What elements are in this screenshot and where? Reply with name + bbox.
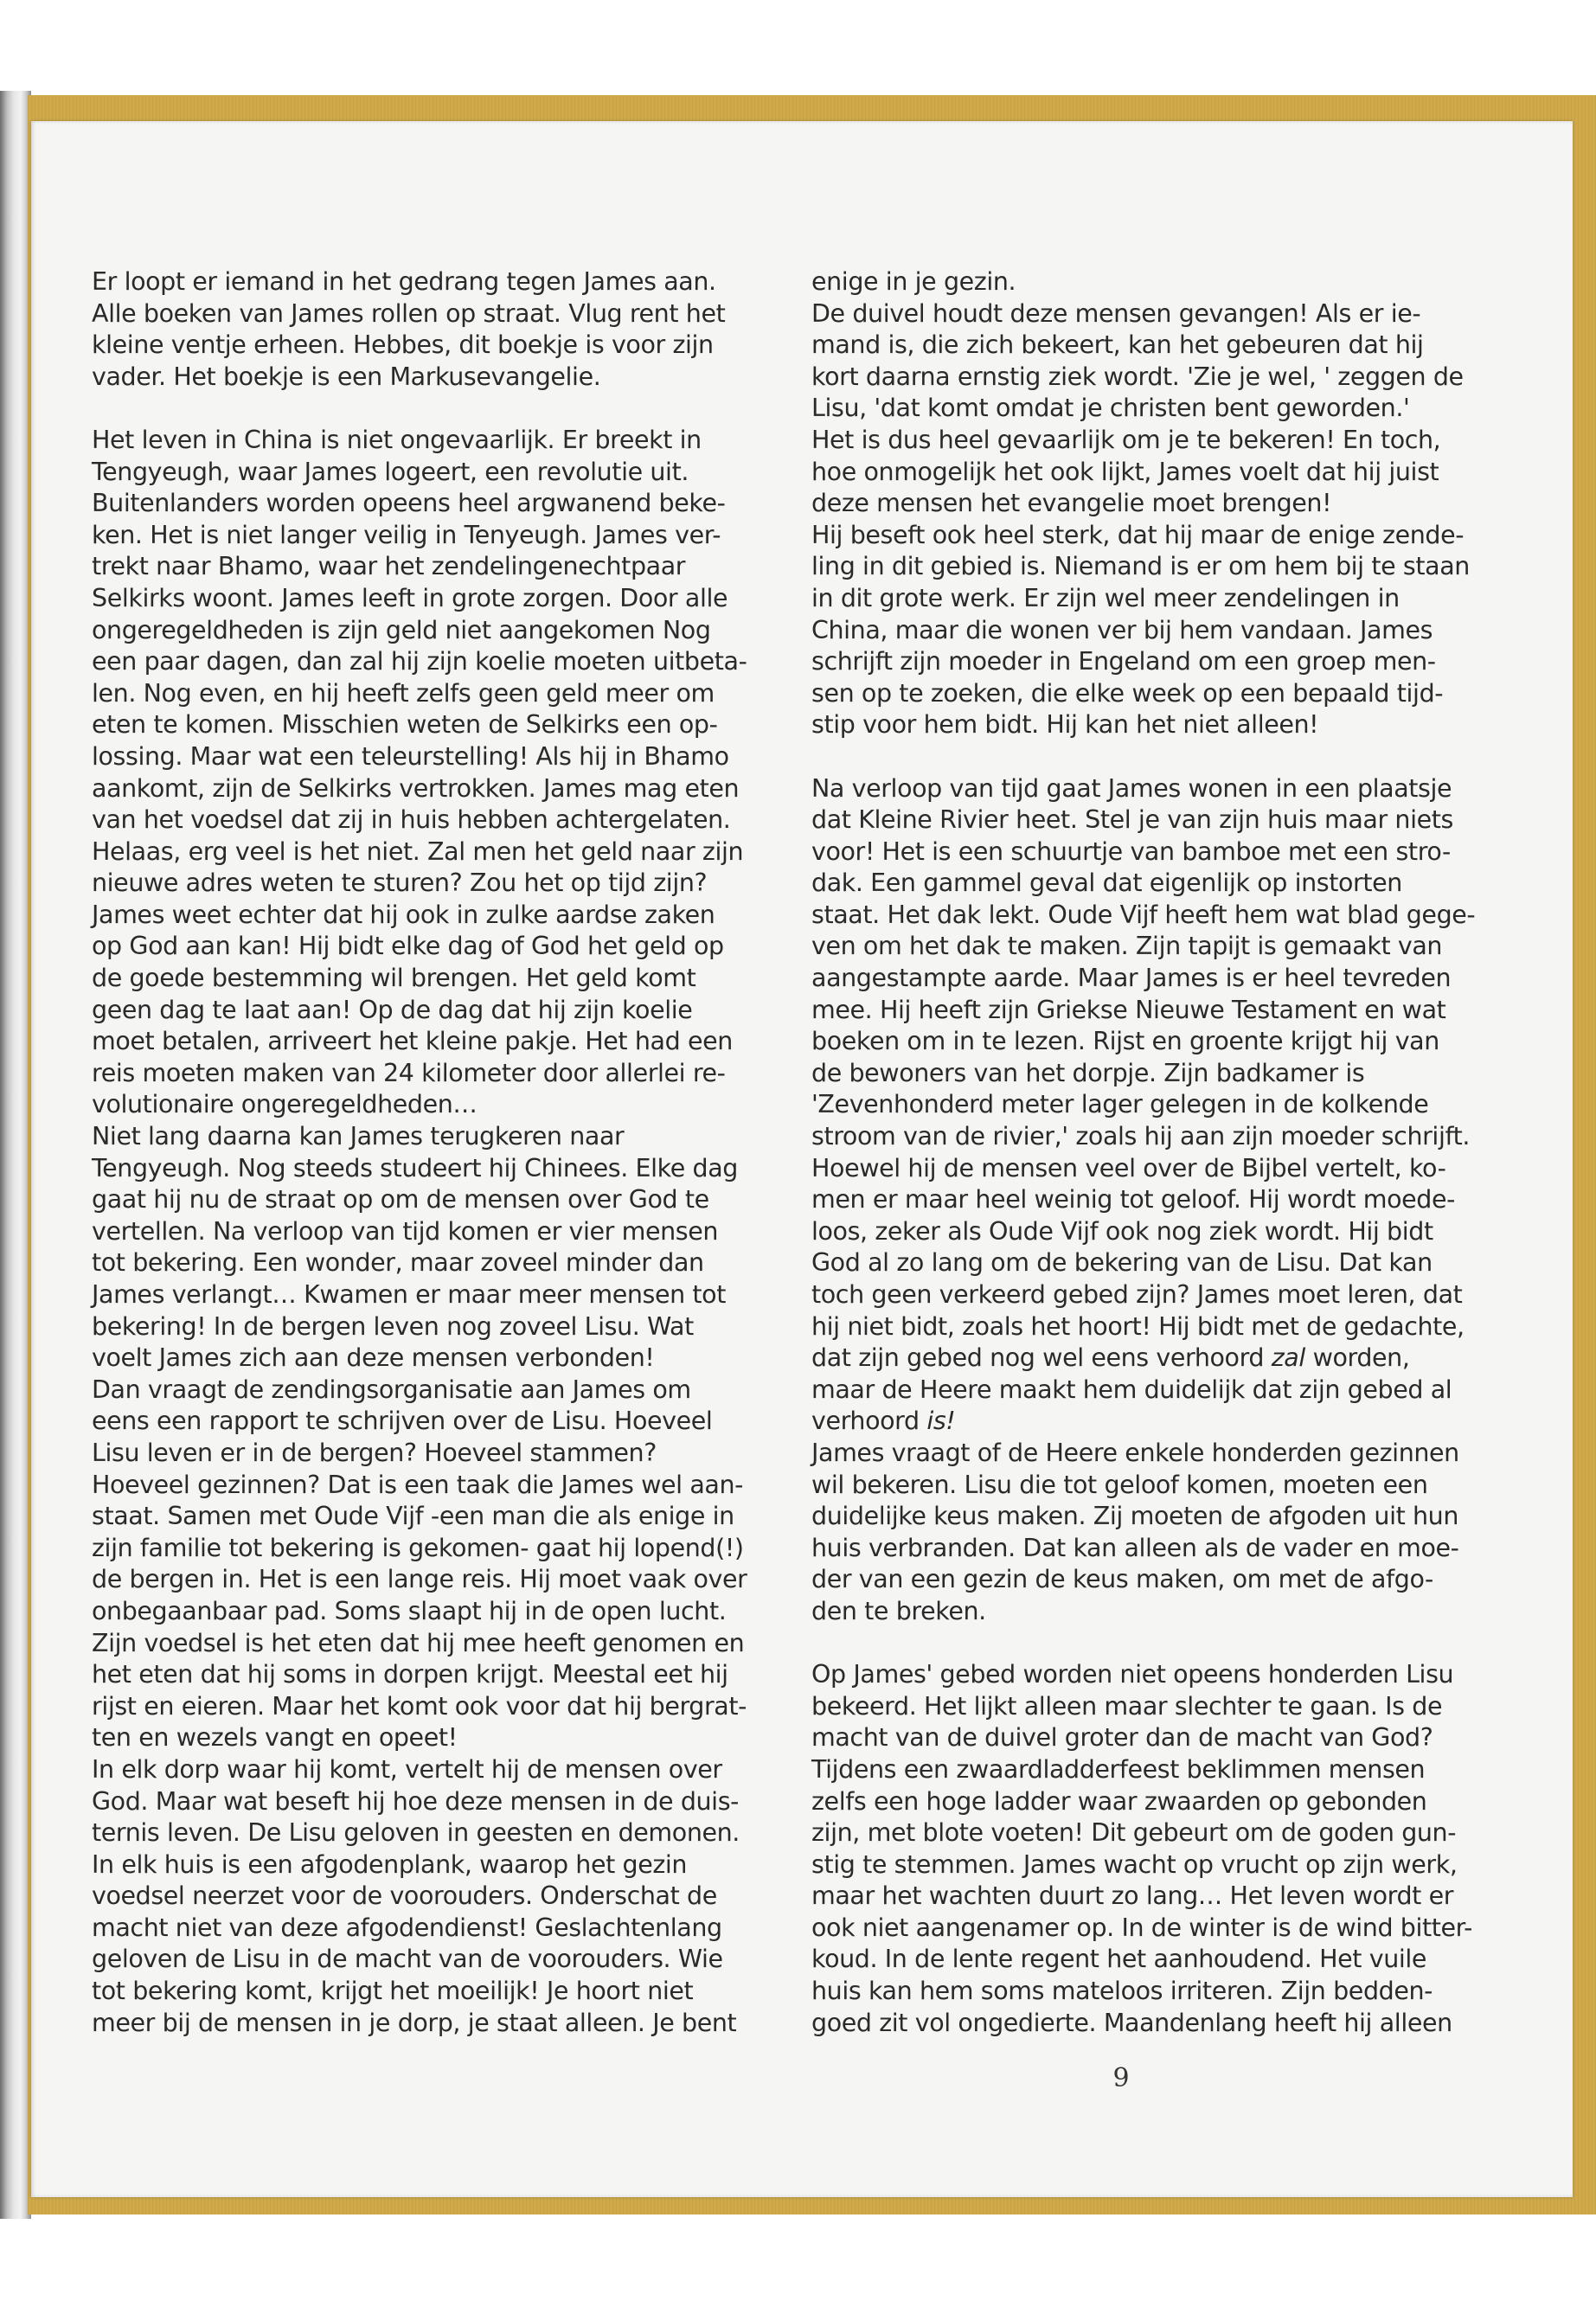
text-line: ken. Het is niet langer veilig in Tenyeugh. James ver- — [92, 520, 721, 549]
text-line: macht niet van deze afgodendienst! Geslachtenlang — [92, 1913, 722, 1942]
text-line: wil bekeren. Lisu die tot geloof komen, moeten een — [811, 1470, 1428, 1499]
text-line: der van een gezin de keus maken, om met de afgo- — [811, 1565, 1433, 1594]
text-line: aangestampte aarde. Maar James is er heel tevreden — [811, 964, 1452, 993]
text-line: aankomt, zijn de Selkirks vertrokken. James mag eten — [92, 773, 740, 803]
adjacent-page-edge — [0, 91, 31, 2219]
text-line: Na verloop van tijd gaat James wonen in een plaatsje — [811, 773, 1452, 803]
text-line: James vraagt of de Heere enkele honderden gezinnen — [811, 1438, 1459, 1467]
text-line: Buitenlanders worden opeens heel argwanend beke- — [92, 489, 726, 518]
text-line: De duivel houdt deze mensen gevangen! Als er ie- — [811, 298, 1421, 328]
text-line: James verlangt… Kwamen er maar meer mensen tot — [92, 1280, 726, 1309]
text-line: Er loopt er iemand in het gedrang tegen James aan. — [92, 267, 716, 296]
text-line: huis kan hem soms mateloos irriteren. Zijn bedden- — [811, 1977, 1433, 2006]
text-line: stip voor hem bidt. Hij kan het niet alleen! — [811, 710, 1319, 740]
text-line: staat. Het dak lekt. Oude Vijf heeft hem wat blad gege- — [811, 900, 1476, 929]
text-line: Niet lang daarna kan James terugkeren naar — [92, 1122, 625, 1151]
text-line: Dan vraagt de zendingsorganisatie aan James om — [92, 1375, 691, 1404]
text-line: James weet echter dat hij ook in zulke aardse zaken — [92, 900, 715, 929]
text-line: Selkirks woont. James leeft in grote zorgen. Door alle — [92, 583, 728, 612]
text-line: Zijn voedsel is het eten dat hij mee heeft genomen en — [92, 1628, 745, 1657]
text-line: Tengyeugh, waar James logeert, een revolutie uit. — [92, 457, 689, 486]
text-line: 'Zevenhonderd meter lager gelegen in de kolkende — [811, 1090, 1429, 1119]
text-line: maar de Heere maakt hem duidelijk dat zijn gebed al — [811, 1375, 1452, 1404]
text-line: eten te komen. Misschien weten de Selkirks een op- — [92, 710, 718, 740]
text-line: Tijdens een zwaardladderfeest beklimmen mensen — [811, 1754, 1426, 1784]
text-line: nieuwe adres weten te sturen? Zou het op tijd zijn? — [92, 868, 708, 898]
text-line: moet betalen, arriveert het kleine pakje. Het had een — [92, 1027, 733, 1056]
text-line: toch geen verkeerd gebed zijn? James moet leren, dat — [811, 1280, 1463, 1309]
text-line: mee. Hij heeft zijn Griekse Nieuwe Testament en wat — [811, 995, 1446, 1024]
text-line: trekt naar Bhamo, waar het zendelingenechtpaar — [92, 552, 686, 581]
text-line: ook niet aangenamer op. In de winter is de wind bitter- — [811, 1913, 1473, 1942]
text-line: onbegaanbaar pad. Soms slaapt hij in de open lucht. — [92, 1596, 727, 1625]
text-line: ten en wezels vangt en opeet! — [92, 1723, 458, 1753]
text-line: enige in je gezin. — [811, 267, 1016, 296]
text-line: eens een rapport te schrijven over de Lisu. Hoeveel — [92, 1407, 713, 1436]
text-line: Op James' gebed worden niet opeens honderden Lisu — [811, 1660, 1454, 1689]
right-text-column — [811, 266, 1503, 2039]
text-line: vader. Het boekje is een Markusevangelie. — [92, 362, 601, 391]
paragraph-gap — [92, 393, 766, 425]
text-line: loos, zeker als Oude Vijf ook nog ziek wordt. Hij bidt — [811, 1216, 1433, 1246]
text-line: koud. In de lente regent het aanhoudend. Het vuile — [811, 1945, 1427, 1974]
text-line: in dit grote werk. Er zijn wel meer zendelingen in — [811, 583, 1400, 612]
text-line: dat Kleine Rivier heet. Stel je van zijn huis maar niets — [811, 805, 1453, 835]
text-line: zelfs een hoge ladder waar zwaarden op gebonden — [811, 1786, 1427, 1816]
paragraph-gap — [811, 741, 1503, 773]
text-line: Hij beseft ook heel sterk, dat hij maar de enige zende- — [811, 520, 1465, 549]
text-line: In elk dorp waar hij komt, vertelt hij de mensen over — [92, 1754, 722, 1784]
text-line: Lisu, 'dat komt omdat je christen bent geworden.' — [811, 394, 1410, 423]
text-line: macht van de duivel groter dan de macht van God? — [811, 1723, 1433, 1753]
text-line: gaat hij nu de straat op om de mensen over God te — [92, 1185, 709, 1215]
text-line: mand is, die zich bekeert, kan het gebeuren dat hij — [811, 330, 1424, 360]
text-line: stroom van de rivier,' zoals hij aan zijn moeder schrijft. — [811, 1122, 1471, 1151]
text-line: ling in dit gebied is. Niemand is er om hem bij te staan — [811, 552, 1470, 581]
text-line: het eten dat hij soms in dorpen krijgt. Meestal eet hij — [92, 1660, 728, 1689]
paragraph-gap — [811, 1628, 1503, 1660]
book-page — [31, 121, 1573, 2197]
text-line: geen dag te laat aan! Op de dag dat hij zijn koelie — [92, 995, 693, 1024]
text-line: verhoord is! — [811, 1407, 956, 1436]
text-line: dat zijn gebed nog wel eens verhoord zal worden, — [811, 1343, 1410, 1373]
text-line: Tengyeugh. Nog steeds studeert hij Chinees. Elke dag — [92, 1153, 738, 1183]
text-line: staat. Samen met Oude Vijf -een man die als enige in — [92, 1502, 734, 1531]
text-line: vertellen. Na verloop van tijd komen er vier mensen — [92, 1216, 719, 1246]
text-line: voedsel neerzet voor de voorouders. Onderschat de — [92, 1881, 717, 1911]
text-line: een paar dagen, dan zal hij zijn koelie moeten uitbeta- — [92, 647, 747, 676]
text-line: tot bekering. Een wonder, maar zoveel minder dan — [92, 1248, 704, 1278]
text-line: de bewoners van het dorpje. Zijn badkamer is — [811, 1058, 1365, 1087]
text-line: kleine ventje erheen. Hebbes, dit boekje is voor zijn — [92, 330, 714, 360]
text-line: goed zit vol ongedierte. Maandenlang heeft hij alleen — [811, 2008, 1452, 2037]
text-line: schrijft zijn moeder in Engeland om een groep men- — [811, 647, 1436, 676]
text-line: Alle boeken van James rollen op straat. Vlug rent het — [92, 298, 726, 328]
text-line: op God aan kan! Hij bidt elke dag of God het geld op — [92, 932, 724, 961]
text-line: Lisu leven er in de bergen? Hoeveel stammen? — [92, 1438, 657, 1467]
text-line: van het voedsel dat zij in huis hebben achtergelaten. — [92, 805, 731, 835]
text-line: ven om het dak te maken. Zijn tapijt is gemaakt van — [811, 932, 1443, 961]
text-line: geloven de Lisu in de macht van de voorouders. Wie — [92, 1945, 723, 1974]
text-line: God al zo lang om de bekering van de Lisu. Dat kan — [811, 1248, 1433, 1278]
text-line: voor! Het is een schuurtje van bamboe met een stro- — [811, 836, 1451, 866]
text-line: len. Nog even, en hij heeft zelfs geen geld meer om — [92, 678, 715, 708]
left-text-column — [92, 266, 766, 2039]
text-line: deze mensen het evangelie moet brengen! — [811, 489, 1332, 518]
text-line: meer bij de mensen in je dorp, je staat alleen. Je bent — [92, 2008, 737, 2037]
text-line: Het leven in China is niet ongevaarlijk. Er breekt in — [92, 425, 702, 454]
text-line: stig te stemmen. James wacht op vrucht op zijn werk, — [811, 1849, 1458, 1879]
text-line: de goede bestemming wil brengen. Het geld komt — [92, 964, 696, 993]
text-line: rijst en eieren. Maar het komt ook voor dat hij bergrat- — [92, 1691, 747, 1721]
text-line: dak. Een gammel geval dat eigenlijk op instorten — [811, 868, 1402, 898]
text-line: tot bekering komt, krijgt het moeilijk! Je hoort niet — [92, 1977, 694, 2006]
text-line: voelt James zich aan deze mensen verbonden! — [92, 1343, 655, 1373]
text-line: maar het wachten duurt zo lang… Het leven wordt er — [811, 1881, 1454, 1911]
text-line: hij niet bidt, zoals het hoort! Hij bidt met de gedachte, — [811, 1311, 1465, 1341]
text-line: den te breken. — [811, 1596, 986, 1625]
text-line: huis verbranden. Dat kan alleen als de vader en moe- — [811, 1533, 1459, 1562]
text-line: Helaas, erg veel is het niet. Zal men het geld naar zijn — [92, 836, 744, 866]
text-line: boeken om in te lezen. Rijst en groente krijgt hij van — [811, 1027, 1439, 1056]
text-line: kort daarna ernstig ziek wordt. 'Zie je wel, ' zeggen de — [811, 362, 1464, 391]
text-line: de bergen in. Het is een lange reis. Hij moet vaak over — [92, 1565, 747, 1594]
text-line: Hoeveel gezinnen? Dat is een taak die James wel aan- — [92, 1470, 744, 1499]
text-line: volutionaire ongeregeldheden… — [92, 1090, 478, 1119]
text-line: zijn, met blote voeten! Dit gebeurt om de goden gun- — [811, 1818, 1457, 1848]
text-line: In elk huis is een afgodenplank, waarop het gezin — [92, 1849, 688, 1879]
text-line: lossing. Maar wat een teleurstelling! Als hij in Bhamo — [92, 741, 729, 771]
text-line: zijn familie tot bekering is gekomen- gaat hij lopend(!) — [92, 1533, 744, 1562]
text-line: duidelijke keus maken. Zij moeten de afgoden uit hun — [811, 1502, 1459, 1531]
text-line: men er maar heel weinig tot geloof. Hij wordt moede- — [811, 1185, 1455, 1215]
text-line: sen op te zoeken, die elke week op een bepaald tijd- — [811, 678, 1444, 708]
text-line: reis moeten maken van 24 kilometer door allerlei re- — [92, 1058, 726, 1087]
text-line: China, maar die wonen ver bij hem vandaan. James — [811, 615, 1433, 644]
text-line: Het is dus heel gevaarlijk om je te bekeren! En toch, — [811, 425, 1441, 454]
text-line: ternis leven. De Lisu geloven in geesten en demonen. — [92, 1818, 740, 1848]
text-line: bekering! In de bergen leven nog zoveel Lisu. Wat — [92, 1311, 694, 1341]
text-line: Hoewel hij de mensen veel over de Bijbel vertelt, ko- — [811, 1153, 1446, 1183]
text-line: bekeerd. Het lijkt alleen maar slechter te gaan. Is de — [811, 1691, 1443, 1721]
text-line: God. Maar wat beseft hij hoe deze mensen in de duis- — [92, 1786, 740, 1816]
page-number: 9 — [1112, 2063, 1130, 2093]
text-line: hoe onmogelijk het ook lijkt, James voelt dat hij juist — [811, 457, 1439, 486]
text-line: ongeregeldheden is zijn geld niet aangekomen Nog — [92, 615, 711, 644]
